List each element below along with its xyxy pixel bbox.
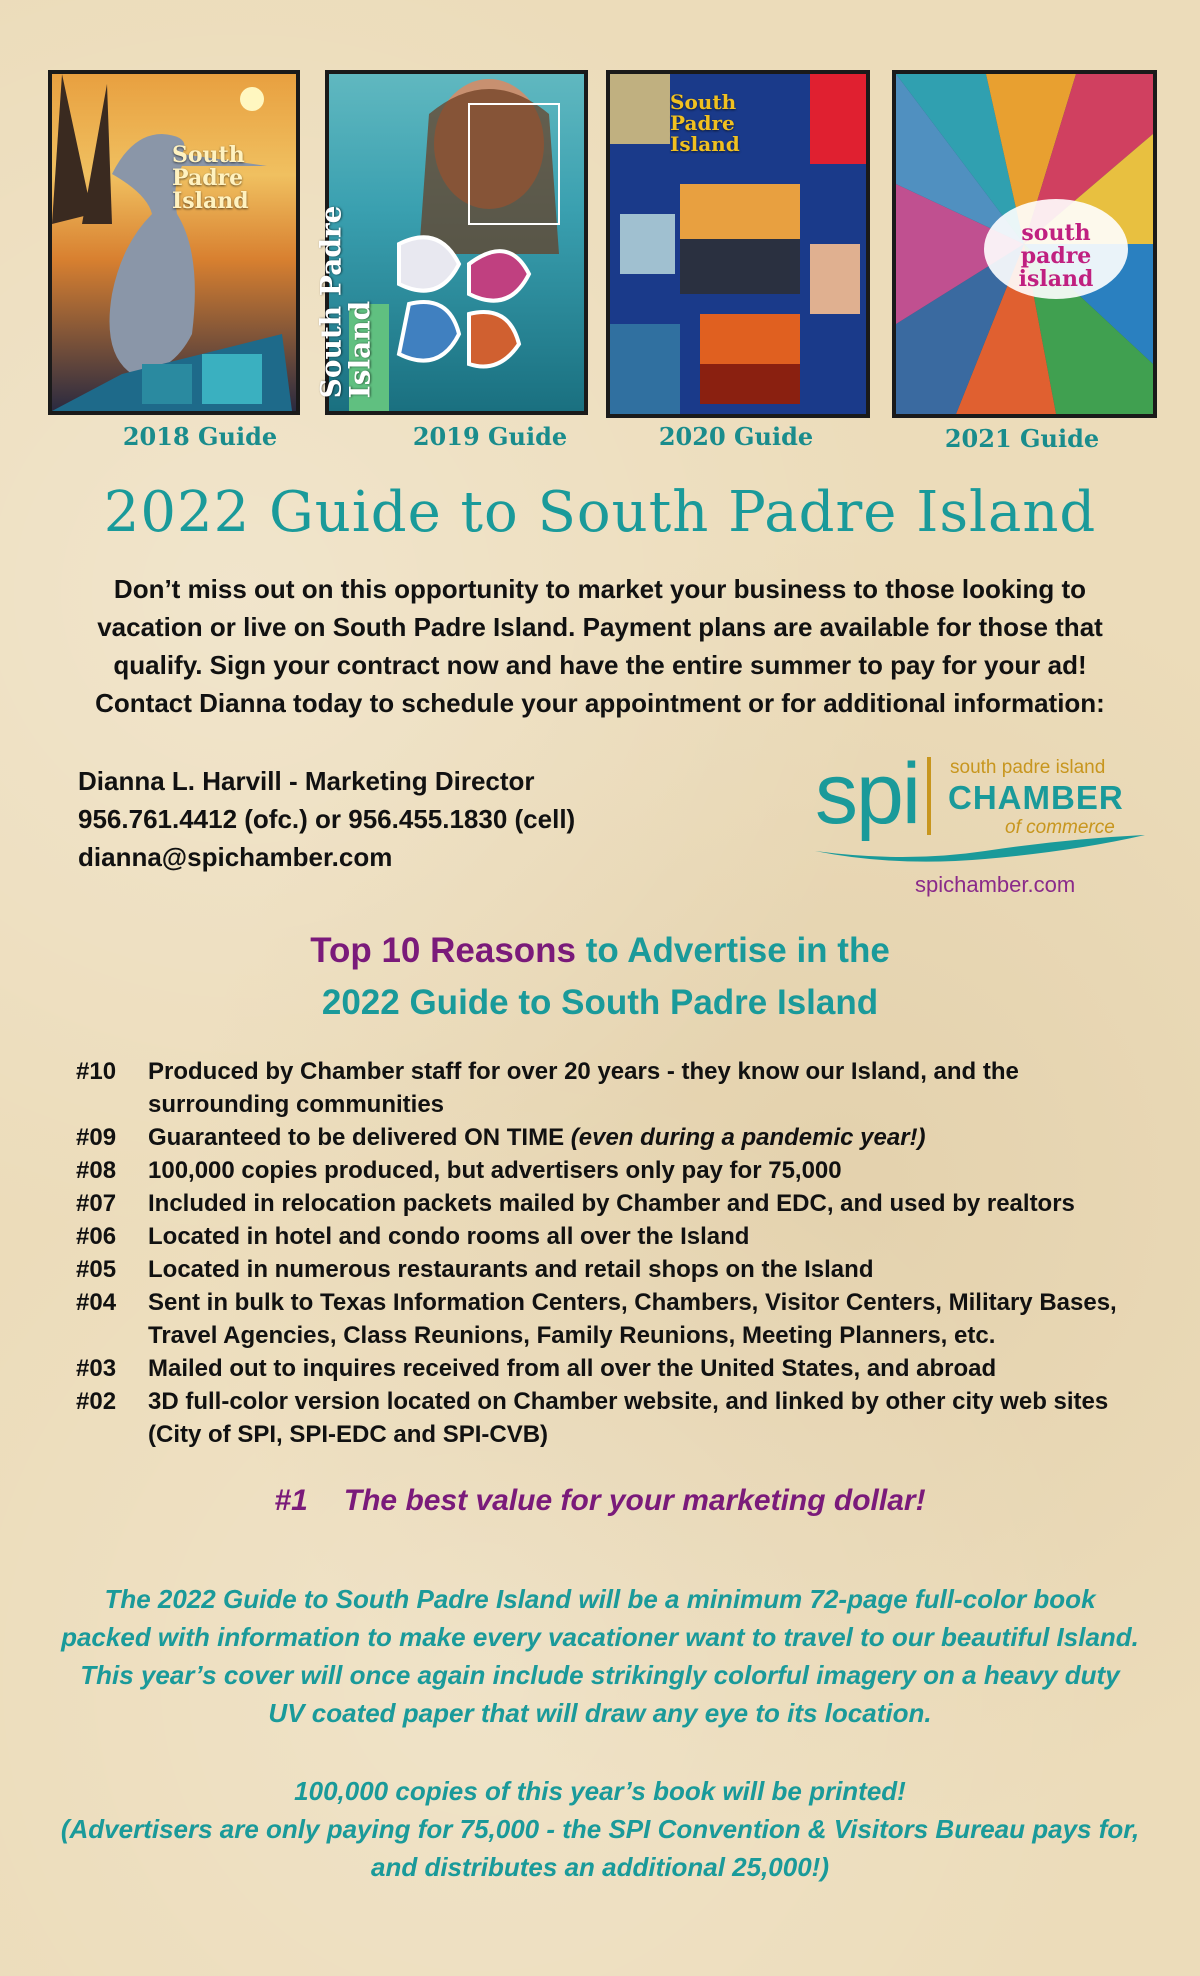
reason-text-main: Included in relocation packets mailed by Chamber and EDC, and used by realtors: [148, 1190, 1075, 1217]
reasons-list: [76, 1055, 1166, 1451]
heron-illustration: [52, 74, 296, 411]
reason-text: [148, 1055, 1166, 1121]
list-item: [76, 1220, 1166, 1253]
reason-number: #06: [76, 1223, 117, 1250]
reason-text: [148, 1220, 1166, 1253]
reason-text-main: Produced by Chamber staff for over 20 years - they know our Island, and the surrounding communities: [148, 1058, 1019, 1118]
intro-paragraph: Don’t miss out on this opportunity to market your business to those looking to vacation or live on South Padre Island. Payment plans are available for those that qualify. Sign your contract now and have the entire summer to pay for your ad! Contact Dianna today to schedule your appointment or for additional information:: [95, 574, 1105, 718]
best-value-line: [0, 1484, 1200, 1518]
logo-line2: CHAMBER: [948, 779, 1124, 816]
reason-text: [148, 1385, 1166, 1451]
cover-2018-title: South Padre Island: [172, 142, 249, 215]
cover-2020-title: South Padre Island: [670, 90, 740, 156]
logo-url[interactable]: spichamber.com: [915, 872, 1076, 897]
cover-2021-image: [892, 70, 1157, 418]
reason-text-main: Guaranteed to be delivered ON TIME: [148, 1124, 571, 1151]
list-item: [76, 1121, 1166, 1154]
logo-line3: of commerce: [1005, 817, 1115, 838]
list-item: [76, 1187, 1166, 1220]
reason-text: [148, 1286, 1166, 1352]
reasons-heading-line2: 2022 Guide to South Padre Island: [321, 983, 879, 1022]
cover-2018-image: [48, 70, 300, 415]
caption-2020: 2020 Guide: [658, 422, 814, 451]
printed-line2: (Advertisers are only paying for 75,000 - the SPI Convention & Visitors Bureau pays for, and distributes an additional 25,000!): [60, 1814, 1140, 1882]
reason-number: #02: [76, 1388, 117, 1415]
reason-text: [148, 1121, 1166, 1154]
cover-2019-title: South Padre Island: [314, 205, 377, 399]
best-text: The best value for your marketing dollar!: [343, 1484, 926, 1517]
reason-number: #05: [76, 1256, 117, 1283]
cover-2021-title: south padre island: [1018, 220, 1094, 293]
reason-text-main: Located in hotel and condo rooms all over the Island: [148, 1223, 750, 1250]
list-item: [76, 1385, 1166, 1451]
list-item: [76, 1055, 1166, 1121]
caption-2018: 2018 Guide: [122, 422, 278, 451]
contact-phone: 956.761.4412 (ofc.) or 956.455.1830 (cell): [78, 804, 576, 834]
cover-2020-image: [606, 70, 870, 418]
spi-chamber-logo: [815, 745, 1145, 900]
reason-text-main: Located in numerous restaurants and retail shops on the Island: [148, 1256, 874, 1283]
caption-2021: 2021 Guide: [944, 424, 1100, 453]
printed-copies-note: [60, 1772, 1140, 1886]
reason-text: [148, 1352, 1166, 1385]
closing-paragraph: The 2022 Guide to South Padre Island will be a minimum 72-page full-color book packed with information to make every vacationer want to travel to our beautiful Island. This year’s cover will once again include strikingly colorful imagery on a heavy duty UV coated paper that will draw any eye to its location.: [61, 1584, 1139, 1728]
reason-number: #10: [76, 1058, 117, 1085]
printed-line1: 100,000 copies of this year’s book will be printed!: [294, 1776, 906, 1806]
reason-text: [148, 1187, 1166, 1220]
cover-2019-image: [314, 70, 588, 415]
list-item: [76, 1286, 1166, 1352]
list-item: [76, 1253, 1166, 1286]
reason-text: [148, 1253, 1166, 1286]
logo-divider: [927, 757, 931, 835]
reason-text-main: Mailed out to inquires received from all over the United States, and abroad: [148, 1355, 997, 1382]
logo-spi-text: spi: [815, 746, 919, 842]
wave-icon: [815, 833, 1145, 863]
list-item: [76, 1154, 1166, 1187]
reason-text-italic: (even during a pandemic year!): [570, 1124, 926, 1151]
reasons-heading: [0, 925, 1200, 1029]
reasons-heading-accent: Top 10 Reasons: [310, 931, 577, 970]
logo-line1: south padre island: [950, 757, 1106, 778]
page-title: 2022 Guide to South Padre Island: [103, 480, 1097, 545]
contact-block: [78, 762, 678, 876]
contact-email[interactable]: dianna@spichamber.com: [78, 842, 393, 872]
list-item: [76, 1352, 1166, 1385]
reason-number: #08: [76, 1157, 117, 1184]
reasons-heading-rest: to Advertise in the: [576, 931, 890, 970]
reason-text-main: Sent in bulk to Texas Information Centers, Chambers, Visitor Centers, Military Bases, Travel Agencies, Class Reunions, Family Reunions, Meeting Planners, etc.: [148, 1289, 1117, 1349]
best-number: #1: [274, 1484, 308, 1517]
reason-text-main: 100,000 copies produced, but advertisers only pay for 75,000: [148, 1157, 842, 1184]
reason-number: #07: [76, 1190, 117, 1217]
reason-number: #09: [76, 1124, 117, 1151]
contact-name: Dianna L. Harvill - Marketing Director: [78, 766, 535, 796]
reason-number: #03: [76, 1355, 117, 1382]
reason-text-main: 3D full-color version located on Chamber website, and linked by other city web sites (City of SPI, SPI-EDC and SPI-CVB): [148, 1388, 1109, 1448]
reason-text: [148, 1154, 1166, 1187]
guide-covers: [0, 70, 1200, 460]
caption-2019: 2019 Guide: [412, 422, 568, 451]
reason-number: #04: [76, 1289, 117, 1316]
